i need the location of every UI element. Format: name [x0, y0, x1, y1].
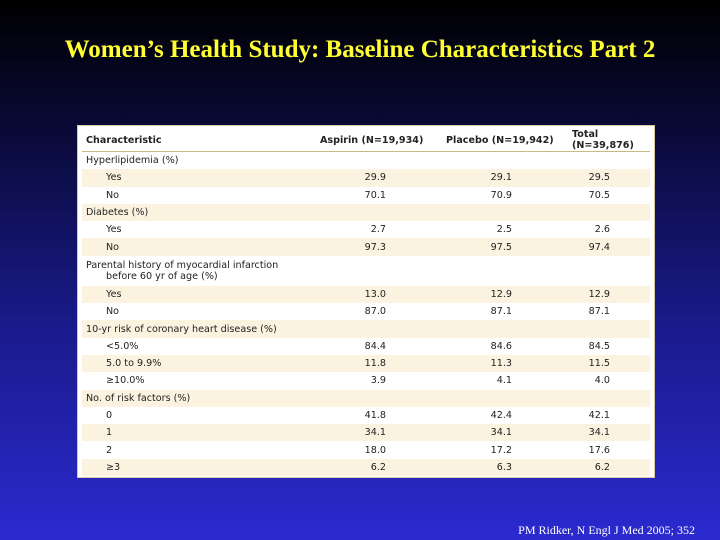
table-row	[82, 169, 650, 186]
category-label-line1: Parental history of myocardial infarction	[86, 259, 279, 271]
placebo-value	[442, 204, 568, 221]
header-placebo: Placebo (N=19,942)	[442, 129, 568, 152]
table-row	[82, 407, 650, 424]
table-row	[82, 221, 650, 238]
category-label: 10-yr risk of coronary heart disease (%)	[82, 320, 316, 337]
total-value: 34.1	[568, 424, 650, 441]
aspirin-value: 34.1	[316, 424, 442, 441]
baseline-characteristics-table	[82, 129, 650, 476]
aspirin-value	[316, 152, 442, 170]
total-value: 42.1	[588, 410, 610, 421]
table-row	[82, 390, 650, 407]
row-label: ≥10.0%	[106, 375, 145, 387]
aspirin-value: 84.4	[364, 340, 386, 352]
placebo-value: 84.6	[490, 340, 512, 352]
table-row	[82, 238, 650, 255]
table-row	[82, 372, 650, 389]
table-row	[82, 424, 650, 441]
aspirin-value: 11.8	[316, 355, 442, 372]
total-value	[568, 152, 650, 170]
row-label: ≥3	[82, 459, 316, 476]
row-label: No	[106, 306, 120, 318]
placebo-value: 11.3	[442, 355, 568, 372]
category-label: No. of risk factors (%)	[82, 390, 316, 407]
total-value: 11.5	[568, 355, 650, 372]
citation: PM Ridker, N Engl J Med 2005; 352	[518, 523, 695, 537]
table-row	[82, 256, 650, 286]
total-value: 2.6	[594, 224, 610, 236]
aspirin-value	[316, 390, 442, 407]
total-value: 4.0	[594, 375, 610, 387]
aspirin-value	[316, 256, 442, 286]
table-row	[82, 459, 650, 476]
placebo-value: 97.5	[442, 238, 568, 255]
table-row	[82, 441, 650, 458]
aspirin-value: 2.7	[370, 224, 386, 236]
row-label: Yes	[106, 224, 122, 236]
aspirin-value: 3.9	[370, 375, 386, 387]
total-value: 29.5	[568, 169, 650, 186]
category-label-line2: before 60 yr of age (%)	[106, 270, 218, 282]
placebo-value: 4.1	[496, 375, 512, 387]
table-row	[82, 152, 650, 170]
placebo-value: 17.2	[490, 444, 512, 456]
table-row	[82, 338, 650, 355]
header-aspirin: Aspirin (N=19,934)	[316, 129, 442, 152]
table-row	[82, 204, 650, 221]
category-label: Diabetes (%)	[82, 204, 316, 221]
table-row	[82, 303, 650, 320]
row-label: 5.0 to 9.9%	[82, 355, 316, 372]
baseline-table-panel	[77, 125, 655, 478]
total-value: 12.9	[568, 286, 650, 303]
placebo-value: 34.1	[442, 424, 568, 441]
total-value	[568, 390, 650, 407]
placebo-value: 29.1	[442, 169, 568, 186]
total-value: 17.6	[588, 444, 610, 456]
aspirin-value: 6.2	[316, 459, 442, 476]
table-row	[82, 320, 650, 337]
placebo-value	[442, 390, 568, 407]
row-label: 0	[106, 410, 113, 421]
aspirin-value: 87.0	[364, 306, 386, 318]
row-label: No	[82, 238, 316, 255]
placebo-value: 12.9	[442, 286, 568, 303]
aspirin-value: 29.9	[316, 169, 442, 186]
slide-title: Women’s Health Study: Baseline Characteristics Part 2	[64, 36, 656, 63]
row-label: No	[106, 189, 120, 201]
total-value: 97.4	[568, 238, 650, 255]
placebo-value	[442, 320, 568, 337]
placebo-value: 2.5	[496, 224, 512, 236]
aspirin-value: 70.1	[364, 189, 386, 201]
table-row	[82, 355, 650, 372]
aspirin-value	[316, 204, 442, 221]
table-row	[82, 286, 650, 303]
row-label: Yes	[82, 286, 316, 303]
row-label: 2	[106, 444, 113, 456]
total-value: 6.2	[568, 459, 650, 476]
row-label: <5.0%	[106, 340, 139, 352]
row-label: 1	[82, 424, 316, 441]
aspirin-value: 13.0	[316, 286, 442, 303]
total-value	[568, 256, 650, 286]
row-label: Yes	[82, 169, 316, 186]
header-characteristic: Characteristic	[82, 129, 316, 152]
total-value: 70.5	[588, 189, 610, 201]
aspirin-value: 97.3	[316, 238, 442, 255]
table-row	[82, 187, 650, 204]
category-label	[82, 256, 316, 286]
table-header-row	[82, 129, 650, 152]
placebo-value: 6.3	[442, 459, 568, 476]
total-value	[568, 320, 650, 337]
header-total: Total (N=39,876)	[568, 129, 650, 152]
placebo-value	[442, 256, 568, 286]
total-value	[568, 204, 650, 221]
category-label: Hyperlipidemia (%)	[86, 155, 179, 167]
placebo-value: 70.9	[490, 189, 512, 201]
aspirin-value	[316, 320, 442, 337]
total-value: 87.1	[588, 306, 610, 318]
placebo-value	[442, 152, 568, 170]
placebo-value: 42.4	[490, 410, 512, 421]
aspirin-value: 41.8	[364, 410, 386, 421]
placebo-value: 87.1	[490, 306, 512, 318]
aspirin-value: 18.0	[364, 444, 386, 456]
total-value: 84.5	[588, 340, 610, 352]
